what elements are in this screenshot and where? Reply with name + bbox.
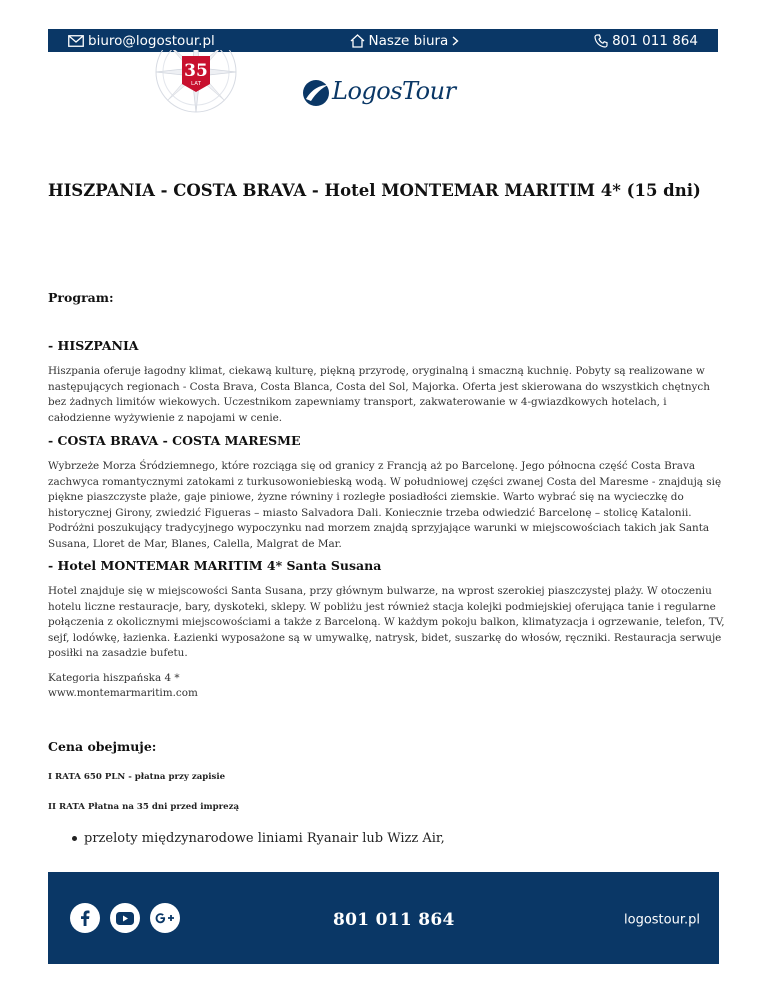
footer-website-link[interactable]: logostour.pl [624, 912, 700, 928]
offices-text: Nasze biura [368, 32, 449, 49]
bullet-dot [72, 836, 77, 841]
section-title-hiszpania: - HISZPANIA [48, 338, 139, 353]
offices-link[interactable] [350, 33, 460, 49]
phone-text: 801 011 864 [612, 32, 698, 49]
list-item [72, 831, 445, 846]
price-includes-heading: Cena obejmuje: [48, 739, 157, 754]
home-icon [350, 34, 365, 48]
svg-text:35: 35 [184, 61, 208, 81]
phone-link[interactable] [594, 33, 698, 49]
section-title-costa-brava: - COSTA BRAVA - COSTA MARESME [48, 433, 301, 448]
page-title: HISZPANIA - COSTA BRAVA - Hotel MONTEMAR MARITIM 4* (15 dni) [48, 181, 701, 200]
section-text-costa-brava: Wybrzeże Morza Śródziemnego, które rozciąga się od granicy z Francją aż po Barcelonę. Jego północna część Costa Brava zachwyca romantycznymi zatokami z turkusowoniebieską wodą. W południowej części zwanej Costa del Maresme - znajdują się piękne piaszczyste plaże, gaje piniowe, żyzne równiny i rozległe posiadłości ziemskie. Warto wybrać się na wycieczkę do historycznej Girony, zwiedzić Figueras – miasto Salvadora Dali. Koniecznie trzeba odwiedzić Barcelonę – stolicę Katalonii. Podróżni poszukujący tradycyjnego wypoczynku nad morzem znajdą sprzyjające warunki w miejscowościach takich jak Santa Susana, Lloret de Mar, Blanes, Calella, Malgrat de Mar. [48, 460, 722, 550]
section-text-hotel: Hotel znajduje się w miejscowości Santa Susana, przy głównym bulwarze, na wprost szerokiej piaszczystej plaży. W otoczeniu hotelu liczne restauracje, bary, dyskoteki, sklepy. W pobliżu jest również stacja kolejki podmiejskiej oferująca tanie i regularne połączenia z okolicznymi miejscowościami a także z Barceloną. W każdym pokoju balkon, klimatyzacja i ogrzewanie, telefon, TV, sejf, lodówkę, łazienka. Łazienki wyposażone są w umywalkę, natrysk, bidet, suszarkę do włosów, ręczniki. Restauracja serwuje posiłki na zasadzie bufetu. [48, 585, 725, 659]
footer-bar [48, 872, 719, 964]
second-installment: II RATA Płatna na 35 dni przed imprezą [48, 802, 240, 812]
program-heading: Program: [48, 290, 114, 305]
first-installment: I RATA 650 PLN - płatna przy zapisie [48, 772, 226, 782]
logostour-logo[interactable] [302, 74, 456, 114]
svg-text:LAT: LAT [191, 81, 201, 87]
logo-wordmark: LogosTour [332, 77, 456, 105]
hotel-website[interactable]: www.montemarmaritim.com [48, 687, 198, 699]
section-title-hotel: - Hotel MONTEMAR MARITIM 4* Santa Susana [48, 558, 382, 573]
hotel-category: Kategoria hiszpańska 4 * [48, 672, 180, 684]
google-plus-button[interactable] [150, 903, 180, 933]
youtube-button[interactable] [110, 903, 140, 933]
footer-phone[interactable]: 801 011 864 [333, 910, 455, 930]
youtube-icon [116, 912, 134, 925]
top-contact-bar [48, 29, 718, 52]
anniversary-badge [152, 50, 240, 118]
facebook-button[interactable] [70, 903, 100, 933]
logo-globe-icon [302, 79, 330, 107]
google-plus-icon [154, 911, 176, 925]
facebook-icon [80, 910, 90, 926]
email-text: biuro@logostour.pl [88, 32, 215, 49]
chevron-right-icon [452, 36, 459, 46]
list-item-text: przeloty międzynarodowe liniami Ryanair lub Wizz Air, [84, 831, 445, 846]
envelope-icon [68, 35, 84, 47]
compass-rose-emblem [152, 50, 240, 118]
section-text-hiszpania: Hiszpania oferuje łagodny klimat, ciekawą kulturę, piękną przyrodę, oryginalną i smaczną kuchnię. Pobyty są realizowane w następujących regionach - Costa Brava, Costa Blanca, Costa del Sol, Majorka. Oferta jest skierowana do wszystkich chętnych bez żadnych limitów wiekowych. Uczestnikom zapewniamy transport, zakwaterowanie w 4-gwiazdkowych hotelach, i całodzienne wyżywienie z napojami w cenie. [48, 365, 710, 424]
email-link[interactable] [68, 33, 215, 49]
phone-icon [594, 34, 608, 48]
